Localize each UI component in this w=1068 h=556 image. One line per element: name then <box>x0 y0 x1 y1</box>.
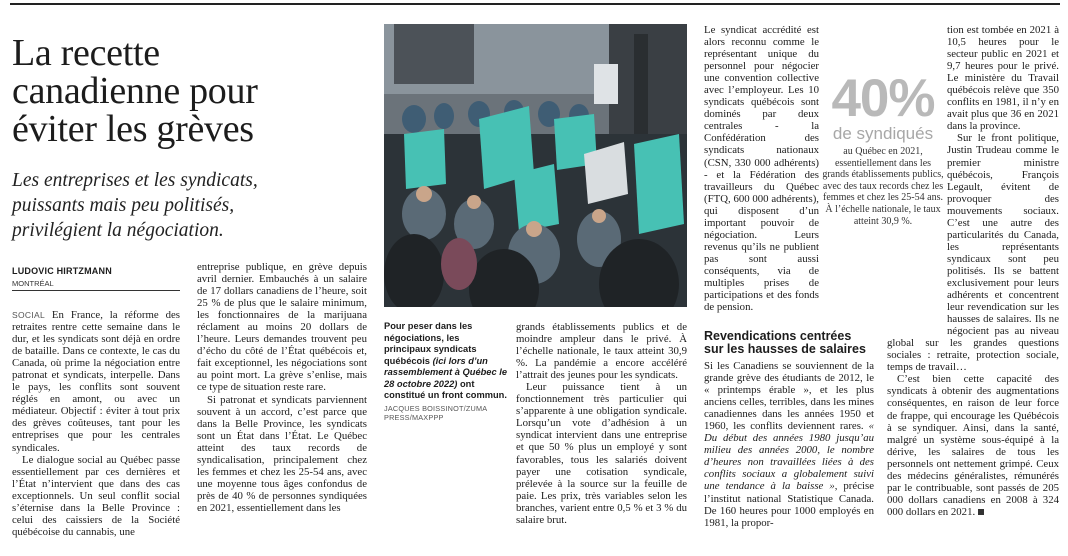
paragraph: Le syndicat accrédité est alors reconnu comme le représentant unique du personnel pour négocier une convention collective avec l’employeur. Les 10 syndicats québécois sont dominés par deux centrales - la Confédération des syndicats nationaux (CSN, 330 000 adhérents) - et la Fédération des travailleurs du Québec (FTQ, 600 000 adhérents), qui disposent d’un important pouvoir de négociation. Leurs revenus qu’ils ne publient pas sont aussi conséquents, via de multiples prises de participations et des fonds de pension. <box>704 24 819 314</box>
paragraph: tion est tombée en 2021 à 10,5 heures pour le secteur public en 2021 et 9,7 heures pour le privé. Le ministère du Travail québécois relève que 350 conflits en 1981, il n’y en avait plus que 36 en 2021 dans la province. <box>947 24 1059 133</box>
paragraph: SOCIAL En France, la réforme des retraites rentre cette semaine dans le dur, et les syndicats sont déjà en ordre de bataille. Dans ce contexte, le cas du Canada, où prime la négociation entre patronat et syndicats, interpelle. Dans le pays, les conflits sont souvent réglés en amont, ou avec un médiateur. Objectif : éviter à tout prix des grèves coûteuses, tant pour les entreprises que pour les centrales syndicales. <box>12 309 180 454</box>
column-4-bottom <box>704 360 874 556</box>
crowd-illustration <box>384 24 687 307</box>
column-1 <box>12 309 180 556</box>
paragraph: C’est bien cette capacité des syndicats à obtenir des augmentations conséquentes, en raison de leur force de frappe, qui encourage les Québécois à se syndiquer. Ainsi, dans la santé, malgré un système sous-équipé à la dérive, les salaires de tous les personnels ont nettement grimpé. Ceux des médecins généralistes, rémunérés par le contribuable, sont passés de 205 000 dollars canadiens en 2008 à 324 000 dollars en 2021. <box>887 373 1059 518</box>
photo-caption: Pour peser dans les négociations, les principaux syndicats québécois (ici lors d’un rassemblement à Québec le 28 octobre 2022) ont constitué un front commun. JACQUES BOISSINOT/ZUMA PRESS/MAXPPP <box>384 321 507 422</box>
kicker: SOCIAL <box>12 310 45 320</box>
column-5 <box>887 24 1059 556</box>
paragraph: grands établissements publics et de moindre ampleur dans le privé. À l’échelle nationale, le taux atteint 30,9 %. La pandémie a encore accéléré l’attrait des jeunes pour les syndicats. <box>516 321 687 382</box>
byline-rule <box>12 290 180 291</box>
paragraph: Leur puissance tient à un fonctionnement très particulier qui s’apparente à une obligation syndicale. Lorsqu’un vote d’adhésion à un syndicat intervient dans une entreprise et que 50 % plus un employé y sont favorables, tous les salariés doivent payer une cotisation syndicale, prélevée à la source sur la feuille de paie. Les prix, très variables selon les branches, varient entre 0,5 % et 3 % du salaire brut. <box>516 381 687 526</box>
rally-photo <box>384 24 687 307</box>
stat-float-spacer <box>887 72 947 327</box>
subheading: Revendications centrées sur les hausses de salaires <box>704 329 866 356</box>
paragraph: Sur le front politique, Justin Trudeau comme le premier ministre québécois, François Legault, évitent de provoquer des mouvements sociaux. C’est une autre des particularités du Canada, les représentants syndicaux sont peu politisés. Ils se battent exclusivement pour leurs adhérents et concentrent leur revendication sur les hausses de salaires. Ils ne négocient pas au niveau global sur les grandes questions sociales : retraite, protection sociale, temps de travail… <box>887 132 1059 374</box>
paragraph: Si patronat et syndicats parviennent souvent à un accord, c’est parce que dans la Belle Province, les syndicats sont un État dans l’État. Le Québec atteint des taux records de syndicalisation, principalement chez les femmes et chez les 25-54 ans, avec une moyenne tous âges confondus de près de 40 % de personnes syndiquées en 2021, essentiellement dans les <box>197 393 367 514</box>
paragraph: Le dialogue social au Québec passe essentiellement par ces dernières et l’État n’intervient que dans des cas exceptionnels. Un seul conflit social s’éternise dans la Belle Province : celui des caissiers de la Société québécoise du cannabis, une <box>12 453 180 538</box>
stat-label: de syndiqués <box>832 124 934 143</box>
column-2 <box>197 261 367 556</box>
column-3 <box>516 321 687 556</box>
paragraph: entreprise publique, en grève depuis avril dernier. Embauchés à un salaire de 17 dollars canadiens de l’heure, soit 25 % de plus que le salaire minimum, les fonctionnaires de la marijuana réclament au moins 20 dollars de l’heure. Leurs demandes trouvent peu d’écho du côté de l’État québécois et, fait exceptionnel, les négociations sont au point mort. La grève s’enlise, mais ce type de situation reste rare. <box>197 261 367 394</box>
dateline-location: MONTRÉAL <box>12 279 54 288</box>
stat-description: au Québec en 2021, essentiellement dans les grands établissements publics, avec des taux records chez les femmes et chez les 25-54 ans. À l’échelle nationale, le taux atteint 30,9 %. <box>822 146 944 227</box>
stat-percentage: 40% <box>831 69 935 128</box>
top-rule <box>10 3 1060 5</box>
deck: Les entreprises et les syndicats, puissants mais peu politisés, privilégient la négociation. <box>12 170 258 241</box>
author: LUDOVIC HIRTZMANN <box>12 266 112 276</box>
headline: La recette canadienne pour éviter les grèves <box>12 32 258 150</box>
photo-credit: JACQUES BOISSINOT/ZUMA PRESS/MAXPPP <box>384 403 487 422</box>
end-mark-icon <box>978 509 984 515</box>
paragraph: Si les Canadiens se souviennent de la grande grève des étudiants de 2012, le « printemps érable », et les plus anciens celles, terribles, dans les mines canadiennes dans les années 1950 et 1960, les conflits deviennent rares. « Du début des années 1980 jusqu’au milieu des années 2000, le nombre d’heures non travaillées liées à des conflits sociaux a globalement suivi une tendance à la baisse », précise l’institut national Statistique Canada. De 160 heures pour 1000 employés en 1981, la propor- <box>704 360 874 529</box>
